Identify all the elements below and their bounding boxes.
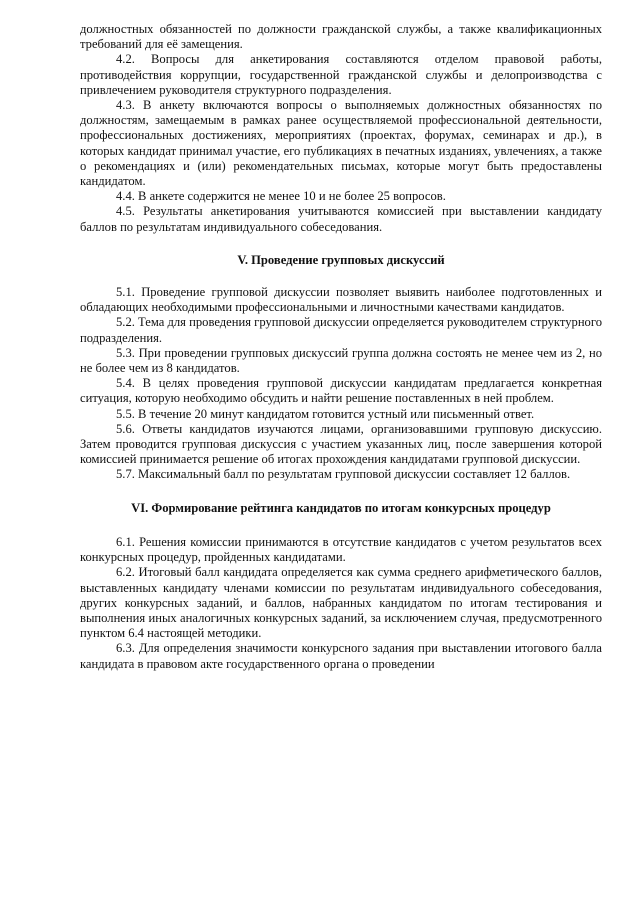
paragraph-4-4: 4.4. В анкете содержится не менее 10 и не более 25 вопросов. (116, 189, 446, 204)
paragraph-6-1: 6.1. Решения комиссии принимаются в отсутствие кандидатов с учетом результатов всех конкурсных процедур, пройденных кандидатами. (80, 534, 602, 565)
paragraph-5-3: 5.3. При проведении групповых дискуссий группа должна состоять не менее чем из 2, но не более чем из 8 кандидатов. (80, 345, 602, 376)
paragraph-6-2: 6.2. Итоговый балл кандидата определяется как сумма среднего арифметического баллов, выставленных кандидату членами комиссии по результатам индивидуального собеседования, других конкурсных заданий, и баллов, набранных кандидатом по итогам тестирования и выполнения иных аналогичных конкурсных заданий, за исключением случая, предусмотренного пунктом 6.4 настоящей методики. (80, 565, 602, 641)
paragraph-5-6: 5.6. Ответы кандидатов изучаются лицами, организовавшими групповую дискуссию. Затем проводится групповая дискуссия с участием указанных лиц, после завершения которой комиссией принимается решение об итогах прохождения кандидатами групповой дискуссии. (80, 421, 602, 467)
paragraph-6-3: 6.3. Для определения значимости конкурсного задания при выставлении итогового балла кандидата в правовом акте государственного органа о проведении (80, 641, 602, 671)
paragraph-4-5: 4.5. Результаты анкетирования учитываются комиссией при выставлении кандидату баллов по результатам индивидуального собеседования. (80, 204, 602, 234)
paragraph-5-5: 5.5. В течение 20 минут кандидатом готовится устный или письменный ответ. (116, 406, 535, 421)
paragraph-5-2: 5.2. Тема для проведения групповой дискуссии определяется руководителем структурного подразделения. (80, 315, 602, 345)
section-5-heading: V. Проведение групповых дискуссий (237, 252, 445, 267)
paragraph-4-3: 4.3. В анкету включаются вопросы о выполняемых должностных обязанностях по должностям, замещаемым в рамках ранее осуществляемой профессиональной деятельности, профессиональных достижениях, мероприятиях (проектах, форумах, семинарах и др.), в которых кандидат принимал участие, его публикациях в печатных изданиях, увлечениях, а также о рекомендациях и (или) рекомендательных письмах, которые могут быть предоставлены кандидатом. (80, 98, 602, 189)
paragraph-continuation: должностных обязанностей по должности гражданской службы, а также квалификационных требований для её замещения. (80, 22, 602, 52)
paragraph-5-7: 5.7. Максимальный балл по результатам групповой дискуссии составляет 12 баллов. (116, 467, 571, 482)
paragraph-4-2: 4.2. Вопросы для анкетирования составляются отделом правовой работы, противодействия коррупции, государственной гражданской службы и делопроизводства с привлечением руководителя структурного подразделения. (80, 52, 602, 97)
section-6-heading: VI. Формирование рейтинга кандидатов по итогам конкурсных процедур (131, 500, 551, 515)
paragraph-5-1: 5.1. Проведение групповой дискуссии позволяет выявить наиболее подготовленных и обладающих необходимыми профессиональными и личностными качествами кандидатов. (80, 285, 602, 315)
paragraph-5-4: 5.4. В целях проведения групповой дискуссии кандидатам предлагается конкретная ситуация, которую необходимо обсудить и найти решение поставленных в ней проблем. (80, 376, 602, 406)
document-body (80, 22, 602, 672)
